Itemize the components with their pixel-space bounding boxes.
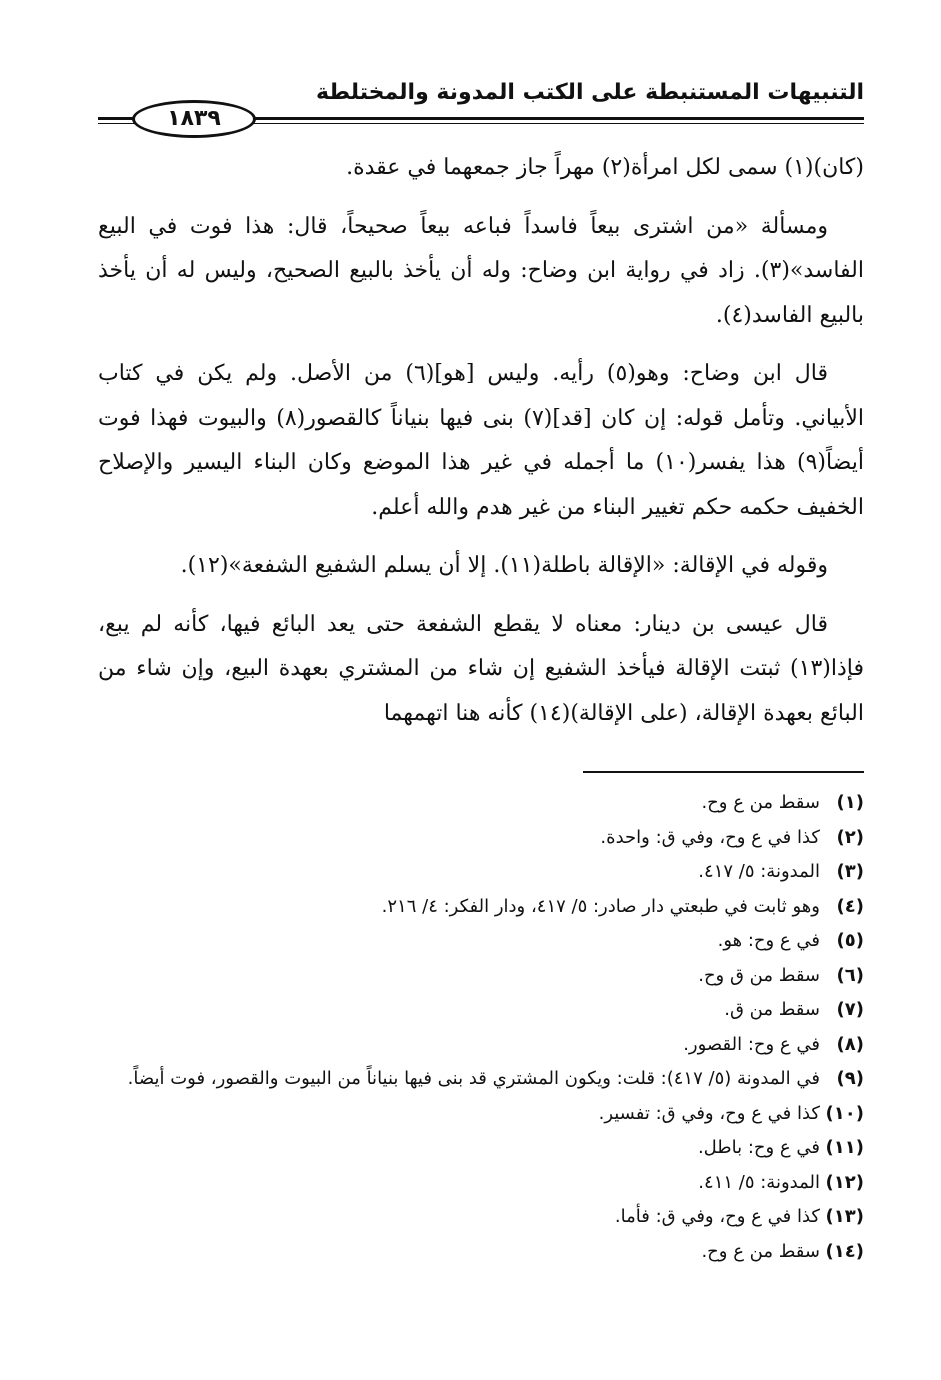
footnote bbox=[98, 821, 864, 856]
footnote-text: في المدونة (٥/ ٤١٧): قلت: ويكون المشتري قد بنى فيها بنياناً من البيوت والقصور، فوت أيضاً. bbox=[127, 1068, 820, 1089]
footnote-number: (٩) bbox=[836, 1068, 864, 1089]
footnote bbox=[98, 993, 864, 1028]
footnote bbox=[98, 924, 864, 959]
footnote bbox=[98, 1235, 864, 1270]
footnote-text: سقط من ق. bbox=[724, 999, 820, 1020]
footnote bbox=[98, 1166, 864, 1201]
footnote-text: في ع وح: باطل. bbox=[697, 1137, 820, 1158]
footnote bbox=[98, 786, 864, 821]
running-title: التنبيهات المستنبطة على الكتب المدونة والمختلطة bbox=[315, 80, 864, 105]
footnote bbox=[98, 890, 864, 925]
footnote-number: (٥) bbox=[836, 930, 864, 951]
footnote bbox=[98, 1028, 864, 1063]
paragraph: ومسألة «من اشترى بيعاً فاسداً فباعه بيعاً صحيحاً، قال: هذا فوت في البيع الفاسد»(٣). زاد في رواية ابن وضاح: وله أن يأخذ بالبيع الصحيح، وليس له أن يأخذ بالبيع الفاسد(٤). bbox=[98, 213, 864, 328]
page-number: ١٨٣٩ bbox=[132, 100, 256, 138]
page-header bbox=[98, 80, 864, 134]
footnote bbox=[98, 1062, 864, 1097]
footnote bbox=[98, 1200, 864, 1235]
footnote-number: (١٢) bbox=[825, 1171, 864, 1193]
footnote-text: سقط من ع وح. bbox=[701, 792, 820, 813]
footnote-number: (٨) bbox=[836, 1033, 864, 1055]
footnote-number: (٣) bbox=[836, 861, 864, 882]
main-text bbox=[98, 146, 864, 750]
footnote-number: (١١) bbox=[825, 1137, 864, 1158]
footnote-text: المدونة: ٥/ ٤١٧. bbox=[698, 861, 820, 882]
footnotes bbox=[98, 786, 864, 1269]
paragraph: قال ابن وضاح: وهو(٥) رأيه. وليس [هو](٦) من الأصل. ولم يكن في كتاب الأبياني. وتأمل قوله: إن كان [قد](٧) بنى فيها بنياناً كالقصور(٨) والبيوت فهذا فوت أيضاً(٩) هذا يفسر(١٠) ما أجمله في غير هذا الموضع وكان البناء اليسير والإصلاح الخفيف حكمه حكم تغيير البناء من غير هدم والله أعلم. bbox=[98, 361, 864, 520]
footnote-number: (١٤) bbox=[825, 1240, 864, 1262]
footnote-number: (٧) bbox=[836, 999, 864, 1020]
footnote-text: سقط من ع وح. bbox=[701, 1240, 820, 1262]
footnote-number: (٢) bbox=[836, 826, 864, 848]
footnote-number: (٤) bbox=[836, 895, 864, 917]
footnote-number: (٦) bbox=[836, 964, 864, 986]
footnote-number: (١٠) bbox=[825, 1102, 864, 1124]
footnote bbox=[98, 1097, 864, 1132]
footnote bbox=[98, 855, 864, 890]
footnote bbox=[98, 1131, 864, 1166]
footnote-text: في ع وح: القصور. bbox=[683, 1033, 820, 1055]
footnote-text: المدونة: ٥/ ٤١١. bbox=[698, 1171, 820, 1193]
footnote-text: كذا في ع وح، وفي ق: فأما. bbox=[614, 1206, 820, 1227]
footnote-number: (١) bbox=[836, 792, 864, 813]
footnote-text: سقط من ق وح. bbox=[698, 964, 820, 986]
footnote-number: (١٣) bbox=[825, 1206, 864, 1227]
footnote-separator bbox=[583, 771, 864, 773]
footnote-text: في ع وح: هو. bbox=[717, 930, 820, 951]
paragraph: وقوله في الإقالة: «الإقالة باطلة(١١). إلا أن يسلم الشفيع الشفعة»(١٢). bbox=[180, 553, 828, 578]
paragraph: قال عيسى بن دينار: معناه لا يقطع الشفعة حتى يعد البائع فيها، كأنه لم يبع، فإذا(١٣) ثبتت الإقالة فيأخذ الشفيع إن شاء من المشتري بعهدة البيع، وإن شاء من البائع بعهدة الإقالة، (على الإقالة)(١٤) كأنه هنا اتهمهما bbox=[98, 611, 864, 726]
footnote-text: كذا في ع وح، وفي ق: تفسير. bbox=[598, 1102, 820, 1124]
footnote-text: وهو ثابت في طبعتي دار صادر: ٥/ ٤١٧، ودار الفكر: ٤/ ٢١٦. bbox=[381, 895, 820, 917]
paragraph: (كان)(١) سمى لكل امرأة(٢) مهراً جاز جمعهما في عقدة. bbox=[346, 155, 864, 180]
footnote bbox=[98, 959, 864, 994]
footnote-text: كذا في ع وح، وفي ق: واحدة. bbox=[600, 826, 820, 848]
